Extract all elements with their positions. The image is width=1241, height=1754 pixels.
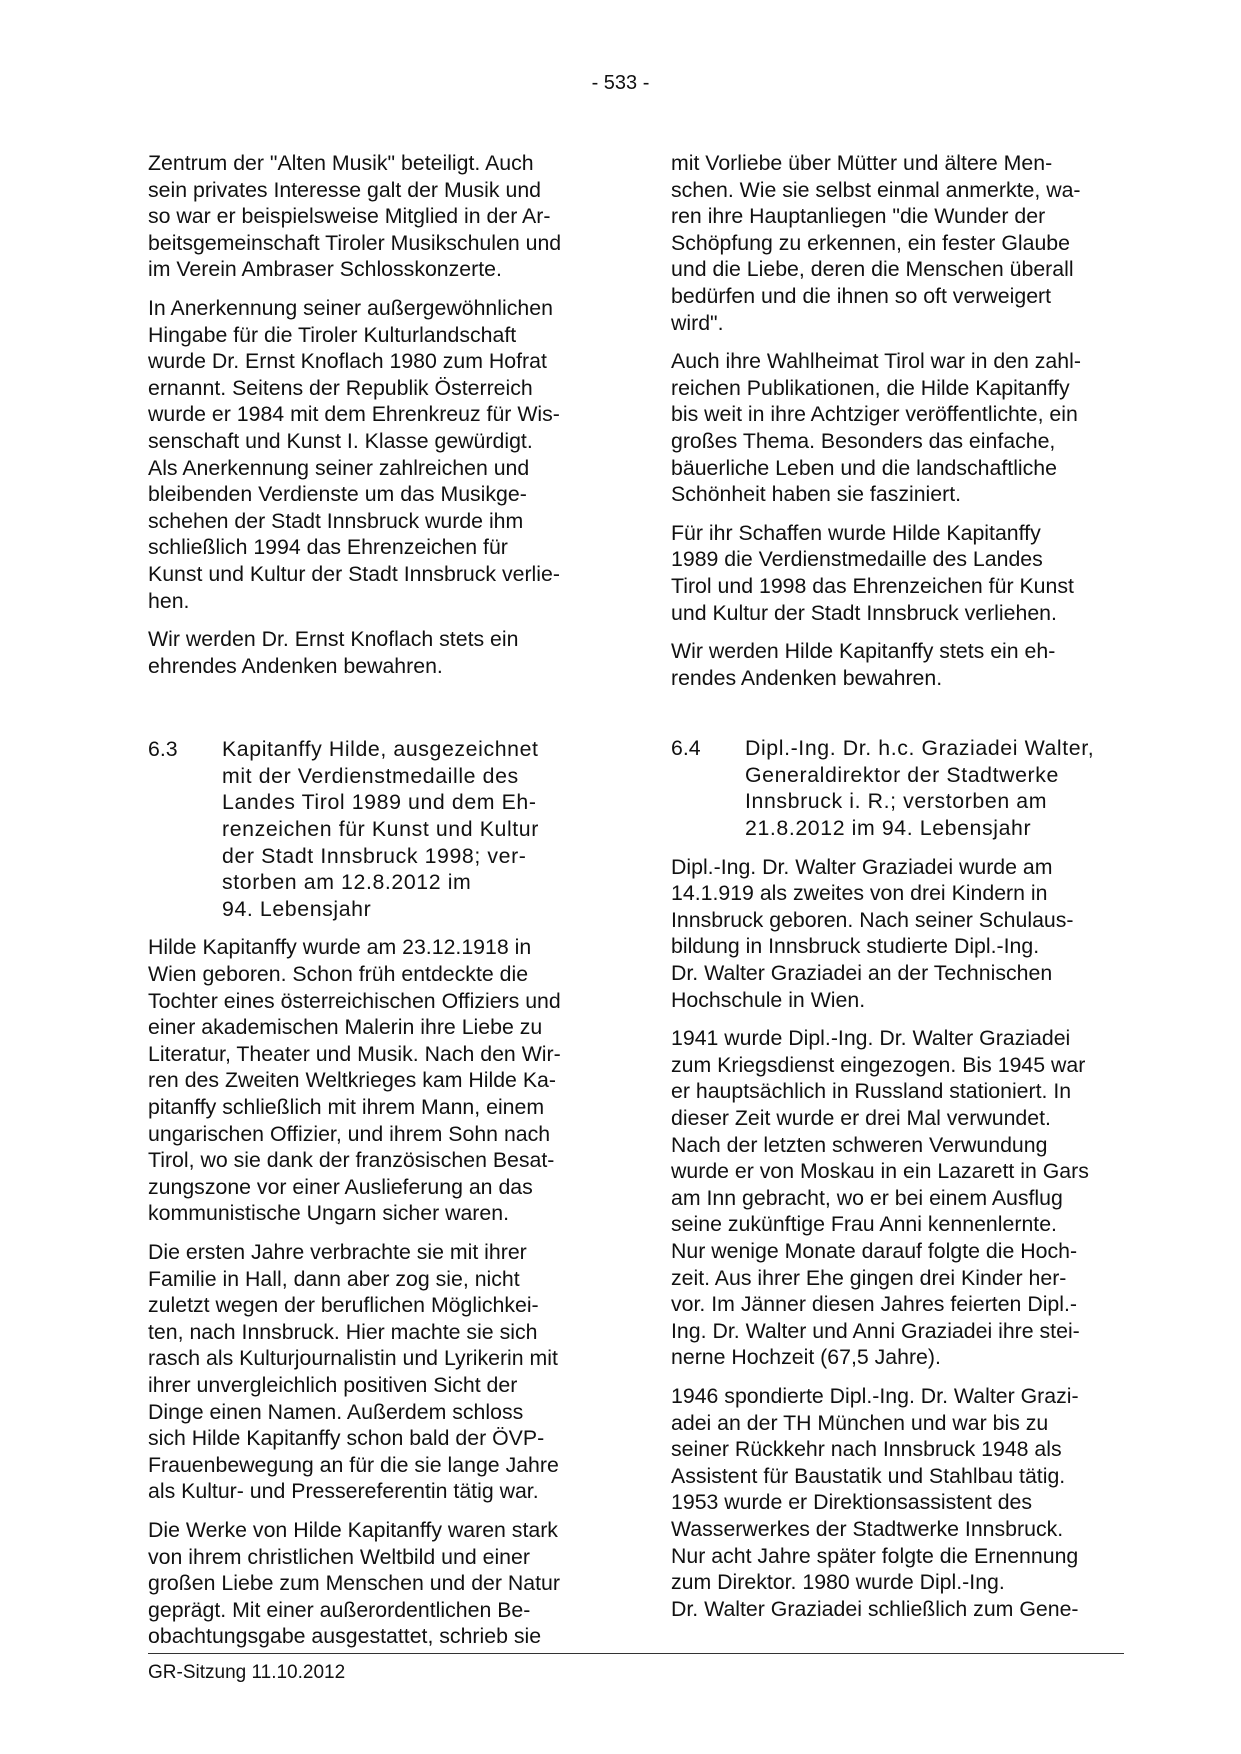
text-line: mit der Verdienstmedaille des	[222, 763, 519, 788]
text-line: und die Liebe, deren die Menschen überall	[671, 257, 1074, 282]
text-line: ren ihre Hauptanliegen "die Wunder der	[671, 204, 1046, 229]
text-line: rendes Andenken bewahren.	[671, 665, 943, 690]
text-line: Auch ihre Wahlheimat Tirol war in den zahl-	[671, 349, 1081, 374]
text-line: seiner Rückkehr nach Innsbruck 1948 als	[671, 1437, 1062, 1462]
footer-text: GR-Sitzung 11.10.2012	[148, 1662, 346, 1683]
paragraph	[671, 854, 1124, 1014]
text-line: bis weit in ihre Achtziger veröffentlichte, ein	[671, 402, 1078, 427]
text-line: zungszone vor einer Auslieferung an das	[148, 1174, 533, 1199]
text-line: schehen der Stadt Innsbruck wurde ihm	[148, 508, 524, 533]
section-title	[745, 735, 1094, 841]
section-number: 6.3	[148, 737, 178, 762]
paragraph	[671, 1383, 1124, 1622]
text-line: der Stadt Innsbruck 1998; ver-	[222, 843, 527, 868]
text-line: Die Werke von Hilde Kapitanffy waren stark	[148, 1517, 558, 1542]
section-heading	[671, 735, 1124, 841]
text-line: 21.8.2012 im 94. Lebensjahr	[745, 816, 1032, 841]
text-line: bildung in Innsbruck studierte Dipl.-Ing.	[671, 934, 1040, 959]
text-line: Generaldirektor der Stadtwerke	[745, 762, 1059, 787]
text-line: wurde er von Moskau in ein Lazarett in Gars	[671, 1159, 1089, 1184]
text-line: ten, nach Innsbruck. Hier machte sie sich	[148, 1319, 538, 1344]
text-line: ungarischen Offizier, und ihrem Sohn nach	[148, 1121, 551, 1146]
text-line: zeit. Aus ihrer Ehe gingen drei Kinder her-	[671, 1265, 1067, 1290]
text-line: beitsgemeinschaft Tiroler Musikschulen und	[148, 230, 562, 255]
text-line: zuletzt wegen der beruflichen Möglichkei-	[148, 1293, 539, 1318]
text-line: dieser Zeit wurde er drei Mal verwundet.	[671, 1106, 1051, 1130]
paragraph	[148, 1239, 603, 1505]
section-heading	[148, 736, 603, 922]
paragraph	[148, 295, 603, 614]
text-line: Dipl.-Ing. Dr. Walter Graziadei wurde am	[671, 854, 1053, 879]
left-column	[148, 150, 603, 1650]
text-line: wurde er 1984 mit dem Ehrenkreuz für Wis-	[148, 402, 560, 427]
text-line: obachtungsgabe ausgestattet, schrieb sie	[148, 1624, 542, 1649]
text-line: wurde Dr. Ernst Knoflach 1980 zum Hofrat	[148, 349, 547, 374]
text-line: er hauptsächlich in Russland stationiert. In	[671, 1079, 1072, 1104]
text-line: Schönheit haben sie fasziniert.	[671, 482, 962, 507]
text-line: Literatur, Theater und Musik. Nach den Wir-	[148, 1041, 561, 1066]
paragraph	[671, 1025, 1124, 1371]
text-line: nerne Hochzeit (67,5 Jahre).	[671, 1345, 941, 1370]
text-line: ihrer unvergleichlich positiven Sicht der	[148, 1372, 518, 1397]
text-line: schließlich 1994 das Ehrenzeichen für	[148, 535, 508, 560]
paragraph	[148, 934, 603, 1227]
text-line: wird".	[671, 310, 724, 335]
text-line: reichen Publikationen, die Hilde Kapitanffy	[671, 375, 1070, 400]
text-line: großes Thema. Besonders das einfache,	[671, 428, 1056, 453]
page-number: - 533 -	[591, 72, 650, 94]
text-line: Familie in Hall, dann aber zog sie, nicht	[148, 1266, 520, 1291]
text-line: Hilde Kapitanffy wurde am 23.12.1918 in	[148, 935, 532, 960]
text-line: 1941 wurde Dipl.-Ing. Dr. Walter Graziadei	[671, 1026, 1071, 1051]
text-line: bleibenden Verdienste um das Musikge-	[148, 482, 527, 507]
text-line: Für ihr Schaffen wurde Hilde Kapitanffy	[671, 520, 1041, 545]
text-line: so war er beispielsweise Mitglied in der Ar-	[148, 204, 551, 229]
text-line: Frauenbewegung an für die sie lange Jahre	[148, 1452, 559, 1477]
text-line: Dinge einen Namen. Außerdem schloss	[148, 1399, 524, 1424]
text-line: 1989 die Verdienstmedaille des Landes	[671, 547, 1043, 572]
text-line: Zentrum der "Alten Musik" beteiligt. Auch	[148, 151, 534, 175]
paragraph	[148, 1517, 603, 1650]
text-line: als Kultur- und Pressereferentin tätig war.	[148, 1479, 539, 1504]
paragraph	[148, 150, 603, 283]
text-line: mit Vorliebe über Mütter und ältere Men-	[671, 151, 1053, 175]
text-line: storben am 12.8.2012 im	[222, 870, 472, 895]
text-line: geprägt. Mit einer außerordentlichen Be-	[148, 1597, 531, 1622]
footer-divider	[148, 1653, 1124, 1654]
text-line: 94. Lebensjahr	[222, 896, 372, 921]
text-line: Wien geboren. Schon früh entdeckte die	[148, 962, 529, 987]
text-line: und Kultur der Stadt Innsbruck verliehen.	[671, 600, 1057, 625]
text-line: von ihrem christlichen Weltbild und einer	[148, 1544, 530, 1569]
paragraph	[671, 638, 1124, 691]
text-line: bäuerliche Leben und die landschaftliche	[671, 455, 1057, 480]
text-line: Tirol und 1998 das Ehrenzeichen für Kunst	[671, 573, 1074, 598]
text-line: zum Direktor. 1980 wurde Dipl.-Ing.	[671, 1570, 1005, 1595]
text-line: Wasserwerkes der Stadtwerke Innsbruck.	[671, 1516, 1064, 1541]
paragraph	[671, 348, 1124, 508]
right-column	[671, 150, 1124, 1622]
text-line: Nur acht Jahre später folgte die Ernennung	[671, 1543, 1079, 1568]
text-line: am Inn gebracht, wo er bei einem Ausflug	[671, 1185, 1063, 1210]
text-line: pitanffy schließlich mit ihrem Mann, einem	[148, 1095, 545, 1119]
text-line: Wir werden Dr. Ernst Knoflach stets ein	[148, 627, 519, 652]
text-line: Tirol, wo sie dank der französischen Besat-	[148, 1148, 555, 1173]
text-line: Hingabe für die Tiroler Kulturlandschaft	[148, 322, 517, 347]
paragraph	[671, 520, 1124, 626]
text-line: Die ersten Jahre verbrachte sie mit ihrer	[148, 1239, 527, 1264]
text-line: adei an der TH München und war bis zu	[671, 1410, 1049, 1435]
text-line: In Anerkennung seiner außergewöhnlichen	[148, 295, 553, 320]
paragraph	[148, 626, 603, 679]
text-line: 1953 wurde er Direktionsassistent des	[671, 1490, 1033, 1515]
text-line: ernannt. Seitens der Republik Österreich	[148, 375, 533, 400]
text-line: Wir werden Hilde Kapitanffy stets ein eh-	[671, 639, 1056, 664]
text-line: Innsbruck geboren. Nach seiner Schulaus-	[671, 907, 1074, 932]
text-line: Als Anerkennung seiner zahlreichen und	[148, 455, 530, 480]
text-line: sein privates Interesse galt der Musik und	[148, 177, 542, 202]
text-line: Hochschule in Wien.	[671, 987, 866, 1012]
text-line: schen. Wie sie selbst einmal anmerkte, wa-	[671, 177, 1081, 202]
text-line: 14.1.919 als zweites von drei Kindern in	[671, 881, 1048, 906]
text-line: Nach der letzten schweren Verwundung	[671, 1132, 1048, 1157]
text-line: hen.	[148, 588, 190, 613]
text-line: seine zukünftige Frau Anni kennenlernte.	[671, 1212, 1057, 1237]
text-line: im Verein Ambraser Schlosskonzerte.	[148, 257, 502, 282]
text-line: Dr. Walter Graziadei schließlich zum Gene-	[671, 1596, 1079, 1621]
paragraph	[671, 150, 1124, 336]
text-line: zum Kriegsdienst eingezogen. Bis 1945 war	[671, 1052, 1086, 1077]
text-line: sich Hilde Kapitanffy schon bald der ÖVP-	[148, 1426, 545, 1451]
text-line: Innsbruck i. R.; verstorben am	[745, 789, 1048, 814]
text-line: Kapitanffy Hilde, ausgezeichnet	[222, 737, 539, 762]
text-line: Kunst und Kultur der Stadt Innsbruck verlie-	[148, 561, 560, 586]
text-line: ren des Zweiten Weltkrieges kam Hilde Ka-	[148, 1068, 556, 1093]
section-number: 6.4	[671, 736, 701, 761]
text-line: 1946 spondierte Dipl.-Ing. Dr. Walter Grazi-	[671, 1383, 1079, 1408]
text-line: bedürfen und die ihnen so oft verweigert	[671, 283, 1052, 308]
text-line: Tochter eines österreichischen Offiziers und	[148, 988, 561, 1013]
text-line: Schöpfung zu erkennen, ein fester Glaube	[671, 230, 1070, 255]
text-line: Assistent für Baustatik und Stahlbau tätig.	[671, 1463, 1066, 1488]
text-line: rasch als Kulturjournalistin und Lyrikerin mit	[148, 1346, 558, 1371]
text-line: ehrendes Andenken bewahren.	[148, 653, 443, 678]
text-line: senschaft und Kunst I. Klasse gewürdigt.	[148, 428, 533, 453]
text-line: Dr. Walter Graziadei an der Technischen	[671, 961, 1053, 986]
text-line: vor. Im Jänner diesen Jahres feierten Dipl.-	[671, 1292, 1078, 1317]
text-line: Ing. Dr. Walter und Anni Graziadei ihre stei-	[671, 1318, 1080, 1343]
text-line: großen Liebe zum Menschen und der Natur	[148, 1571, 560, 1596]
text-line: renzeichen für Kunst und Kultur	[222, 817, 539, 842]
text-line: Nur wenige Monate darauf folgte die Hoch-	[671, 1238, 1078, 1263]
text-line: Landes Tirol 1989 und dem Eh-	[222, 790, 537, 815]
text-line: kommunistische Ungarn sicher waren.	[148, 1201, 510, 1226]
text-line: Dipl.-Ing. Dr. h.c. Graziadei Walter,	[745, 736, 1095, 761]
text-line: einer akademischen Malerin ihre Liebe zu	[148, 1015, 543, 1040]
section-title	[222, 736, 539, 922]
